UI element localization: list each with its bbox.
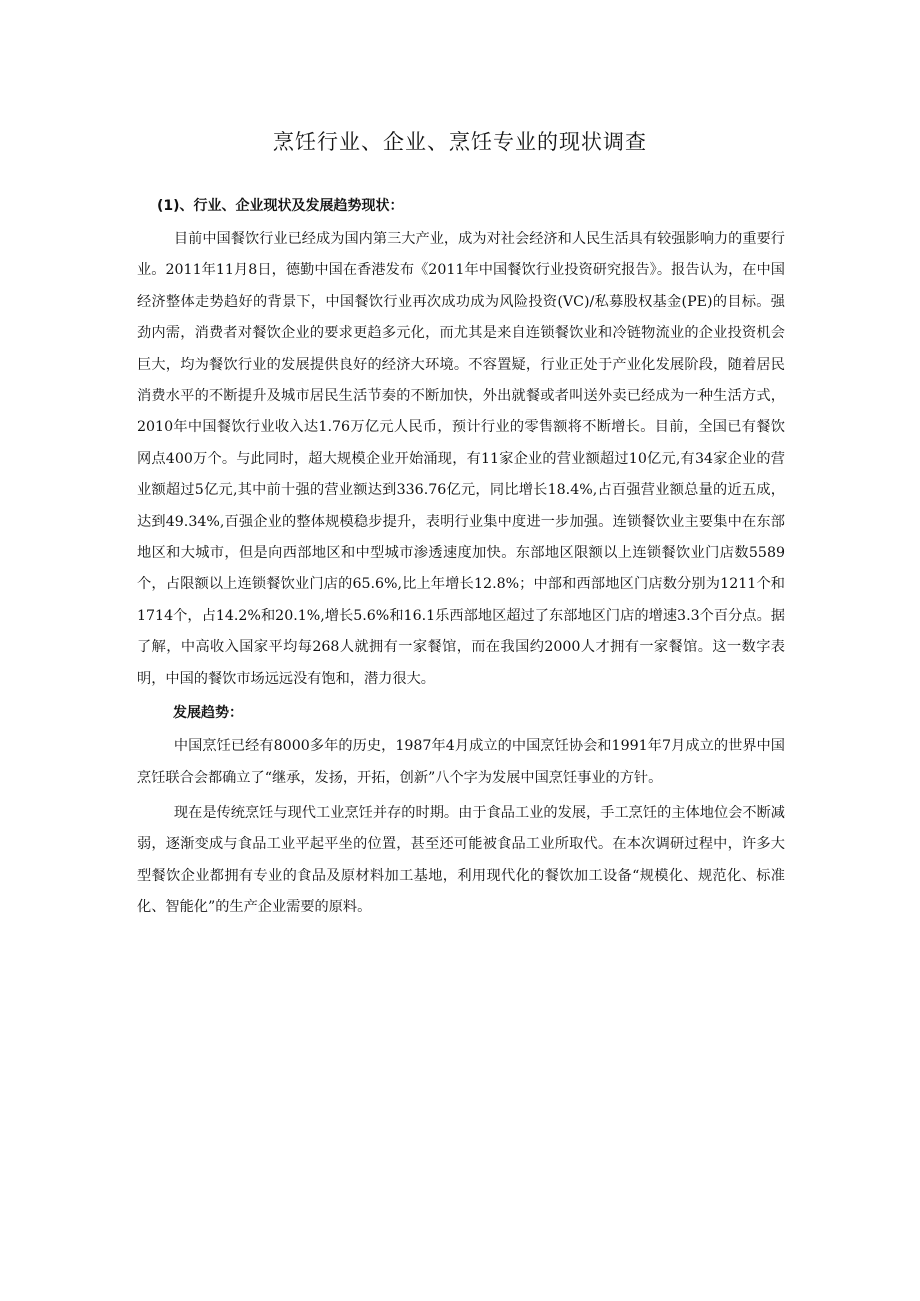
section-heading-trends: 发展趋势： — [173, 705, 243, 722]
section-heading-status: (1)、行业、企业现状及发展趋势现状： — [157, 198, 404, 214]
paragraph-trends-history: 中国烹饪已经有8000多年的历史，1987年4月成立的中国烹饪协会和1991年7月成立的世界中国烹饪联合会都确立了“继承，发扬，开拓，创新”八个字为发展中国烹饪事业的方针。 — [137, 738, 785, 786]
document-body — [137, 188, 785, 924]
paragraph-industry-status: 目前中国餐饮行业已经成为国内第三大产业，成为对社会经济和人民生活具有较强影响力的重要行业。2011年11月8日，德勤中国在香港发布《2011年中国餐饮行业投资研究报告》。报告认为，在中国经济整体走势趋好的背景下，中国餐饮行业再次成功成为风险投资(VC)/私募股权基金(PE)的目标。强劲内需，消费者对餐饮企业的要求更趋多元化，而尤其是来自连锁餐饮业和冷链物流业的企业投资机会巨大，均为餐饮行业的发展提供良好的经济大环境。不容置疑，行业正处于产业化发展阶段，随着居民消费水平的不断提升及城市居民生活节奏的不断加快，外出就餐或者叫送外卖已经成为一种生活方式，2010年中国餐饮行业收入达1.76万亿元人民币，预计行业的零售额将不断增长。目前，全国已有餐饮网点400万个。与此同时，超大规模企业开始涌现，有11家企业的营业额超过10亿元,有34家企业的营业额超过5亿元,其中前十强的营业额达到336.76亿元，同比增长18.4%,占百强营业额总量的近五成，达到49.34%,百强企业的整体规模稳步提升，表明行业集中度进一步加强。连锁餐饮业主要集中在东部地区和大城市，但是向西部地区和中型城市渗透速度加快。东部地区限额以上连锁餐饮业门店数5589个，占限额以上连锁餐饮业门店的65.6%,比上年增长12.8%；中部和西部地区门店数分别为1211个和1714个，占14.2%和20.1%,增长5.6%和16.1乐西部地区超过了东部地区门店的增速3.3个百分点。据了解，中高收入国家平均每268人就拥有一家餐馆，而在我国约2000人才拥有一家餐馆。这一数字表明，中国的餐饮市场远远没有饱和，潜力很大。 — [137, 231, 785, 687]
paragraph-trends-modern: 现在是传统烹饪与现代工业烹饪并存的时期。由于食品工业的发展，手工烹饪的主体地位会不断减弱，逐渐变成与食品工业平起平坐的位置，甚至还可能被食品工业所取代。在本次调研过程中，许多大型餐饮企业都拥有专业的食品及原材料加工基地，利用现代化的餐饮加工设备“规模化、规范化、标准化、智能化”的生产企业需要的原料。 — [137, 804, 785, 916]
document-title: 烹饪行业、企业、烹饪专业的现状调查 — [273, 130, 647, 154]
